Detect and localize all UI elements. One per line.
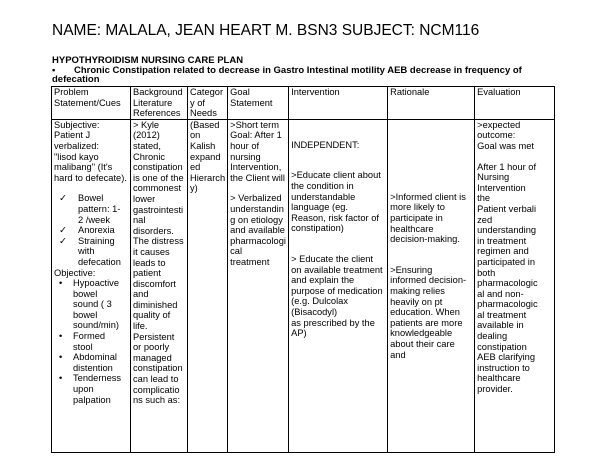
col-header-problem: Problem Statement/Cues <box>52 87 131 120</box>
rationale-item-1: >Informed client is more likely to participate in healthcare decision-making. <box>390 191 466 245</box>
checkmark-icon: ✓ <box>59 193 67 204</box>
rationale-item-2: >Ensuring informed decision- making relies heavily on pt education. When patients are more knowledgeable about their care and <box>390 264 467 360</box>
subjective-cues: Subjective: Patient J verbalized: "lisod kayo malibang" (It's hard to defecate). <box>54 119 127 183</box>
care-plan-table <box>51 86 555 453</box>
goal-verbalized: > Verbalized understandin g on etiology and available pharmacologi cal treatment <box>230 193 286 267</box>
diagnosis-line-1: Chronic Constipation related to decrease in Gastro Intestinal motility AEB decrease in frequency of <box>74 65 522 76</box>
header-name-subject: NAME: MALALA, JEAN HEART M. BSN3 SUBJECT: NCM116 <box>52 22 480 39</box>
col-header-rationale: Rationale <box>388 87 475 120</box>
bullet-icon: • <box>59 278 63 289</box>
intervention-item-1: >Educate client about the condition in understandable language (eg. Reason, risk factor of constipation) <box>291 170 381 234</box>
rationale-cell <box>388 119 475 452</box>
objective-label: Objective: <box>54 267 96 278</box>
bullet-icon: • <box>52 65 56 76</box>
list-item: • Hypoactive bowel sound ( 3 bowel sound/min) <box>59 278 119 331</box>
evaluation-after: After 1 hour of Nursing Intervention the Patient verbali zed understanding in treatment regimen and participated in both pharmacologic al and non- pharmacologic al treatment available in dealing constipation AEB clarifying instruction to healthcare provider. <box>477 161 538 395</box>
intervention-cell <box>289 119 388 452</box>
list-item: • Abdominal distention <box>59 352 117 373</box>
problem-cell <box>52 119 131 452</box>
col-header-evaluation: Evaluation <box>475 87 555 120</box>
category-of-needs-cell: (Based on Kalish expand ed Hierarch y) <box>188 119 228 452</box>
col-header-goal: Goal Statement <box>228 87 289 120</box>
care-plan-title: HYPOTHYROIDISM NURSING CARE PLAN <box>52 55 244 66</box>
bullet-icon: • <box>59 373 63 384</box>
subjective-checklist <box>54 193 128 267</box>
col-header-intervention: Intervention <box>289 87 388 120</box>
list-item: ✓ Bowel pattern: 1- 2 /week <box>59 193 121 225</box>
nursing-diagnosis <box>52 66 552 84</box>
background-literature-cell: > Kyle (2012) stated, Chronic constipation is one of the commonest lower gastrointesti nal disorders. The distress it causes leads to patient discomfort and diminished quality of life. Persistent or poorly managed constipation can lead to complicatio ns such as: <box>131 119 188 452</box>
col-header-background: Background Literature References <box>131 87 188 120</box>
table-header-row <box>52 87 555 120</box>
intervention-item-2: > Educate the client on available treatment and explain the purpose of medication (e.g. Dulcolax (Bisacodyl) as prescribed by the AP) <box>291 253 383 339</box>
bullet-icon: • <box>59 331 63 342</box>
bullet-icon: • <box>59 352 63 363</box>
expected-outcome: >expected outcome: Goal was met <box>477 119 534 151</box>
objective-list <box>54 278 128 405</box>
evaluation-cell <box>475 119 555 452</box>
independent-label: INDEPENDENT: <box>291 139 360 150</box>
list-item: • Formed stool <box>59 331 106 352</box>
short-term-goal: >Short term Goal: After 1 hour of nursing Intervention, the Client will <box>230 119 285 183</box>
checkmark-icon: ✓ <box>59 235 67 246</box>
table-row <box>52 119 555 452</box>
col-header-category: Categor y of Needs <box>188 87 228 120</box>
list-item: ✓ Straining with defecation <box>59 235 121 267</box>
checkmark-icon: ✓ <box>59 225 67 236</box>
diagnosis-line-2: defecation <box>52 74 100 85</box>
list-item: • Tenderness upon palpation <box>59 373 122 405</box>
list-item: ✓ Anorexia <box>59 225 115 236</box>
goal-statement-cell <box>228 119 289 452</box>
